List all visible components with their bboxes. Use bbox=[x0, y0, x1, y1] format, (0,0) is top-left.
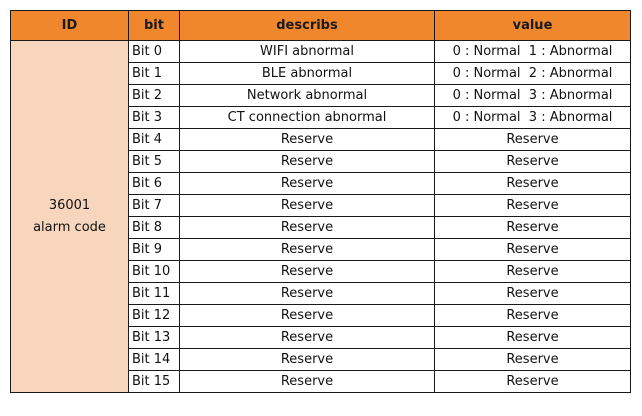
bit-cell: Bit 0 bbox=[129, 41, 180, 63]
describs-cell: Reserve bbox=[180, 261, 435, 283]
value-cell: Reserve bbox=[435, 283, 631, 305]
table-row bbox=[11, 41, 631, 63]
describs-cell: Reserve bbox=[180, 239, 435, 261]
value-cell: Reserve bbox=[435, 217, 631, 239]
alarm-code-table-container bbox=[10, 10, 630, 393]
value-cell: Reserve bbox=[435, 239, 631, 261]
value-cell: 0 : Normal 1 : Abnormal bbox=[435, 41, 631, 63]
value-cell: Reserve bbox=[435, 305, 631, 327]
header-describs: describs bbox=[180, 11, 435, 41]
bit-cell: Bit 12 bbox=[129, 305, 180, 327]
value-cell: Reserve bbox=[435, 173, 631, 195]
describs-cell: Reserve bbox=[180, 349, 435, 371]
bit-cell: Bit 13 bbox=[129, 327, 180, 349]
value-cell: Reserve bbox=[435, 261, 631, 283]
bit-cell: Bit 6 bbox=[129, 173, 180, 195]
describs-cell: Reserve bbox=[180, 371, 435, 393]
describs-cell: Reserve bbox=[180, 129, 435, 151]
header-id: ID bbox=[11, 11, 129, 41]
value-cell: Reserve bbox=[435, 349, 631, 371]
bit-cell: Bit 3 bbox=[129, 107, 180, 129]
bit-cell: Bit 10 bbox=[129, 261, 180, 283]
header-bit: bit bbox=[129, 11, 180, 41]
describs-cell: Reserve bbox=[180, 173, 435, 195]
describs-cell: Reserve bbox=[180, 305, 435, 327]
header-row bbox=[11, 11, 631, 41]
describs-cell: Network abnormal bbox=[180, 85, 435, 107]
bit-cell: Bit 1 bbox=[129, 63, 180, 85]
value-cell: Reserve bbox=[435, 327, 631, 349]
header-value: value bbox=[435, 11, 631, 41]
bit-cell: Bit 7 bbox=[129, 195, 180, 217]
value-cell: Reserve bbox=[435, 151, 631, 173]
id-description: alarm code bbox=[33, 219, 106, 235]
bit-cell: Bit 5 bbox=[129, 151, 180, 173]
describs-cell: Reserve bbox=[180, 195, 435, 217]
id-cell bbox=[11, 41, 129, 393]
value-cell: Reserve bbox=[435, 371, 631, 393]
value-cell: Reserve bbox=[435, 129, 631, 151]
bit-cell: Bit 2 bbox=[129, 85, 180, 107]
describs-cell: Reserve bbox=[180, 151, 435, 173]
alarm-code-table bbox=[10, 10, 631, 393]
value-cell: 0 : Normal 3 : Abnormal bbox=[435, 85, 631, 107]
describs-cell: BLE abnormal bbox=[180, 63, 435, 85]
value-cell: 0 : Normal 3 : Abnormal bbox=[435, 107, 631, 129]
describs-cell: CT connection abnormal bbox=[180, 107, 435, 129]
bit-cell: Bit 8 bbox=[129, 217, 180, 239]
describs-cell: Reserve bbox=[180, 217, 435, 239]
describs-cell: Reserve bbox=[180, 327, 435, 349]
bit-cell: Bit 9 bbox=[129, 239, 180, 261]
bit-cell: Bit 15 bbox=[129, 371, 180, 393]
describs-cell: WIFI abnormal bbox=[180, 41, 435, 63]
bit-cell: Bit 11 bbox=[129, 283, 180, 305]
value-cell: Reserve bbox=[435, 195, 631, 217]
describs-cell: Reserve bbox=[180, 283, 435, 305]
bit-cell: Bit 4 bbox=[129, 129, 180, 151]
id-value: 36001 bbox=[48, 197, 91, 213]
table-body bbox=[11, 41, 631, 393]
bit-cell: Bit 14 bbox=[129, 349, 180, 371]
value-cell: 0 : Normal 2 : Abnormal bbox=[435, 63, 631, 85]
